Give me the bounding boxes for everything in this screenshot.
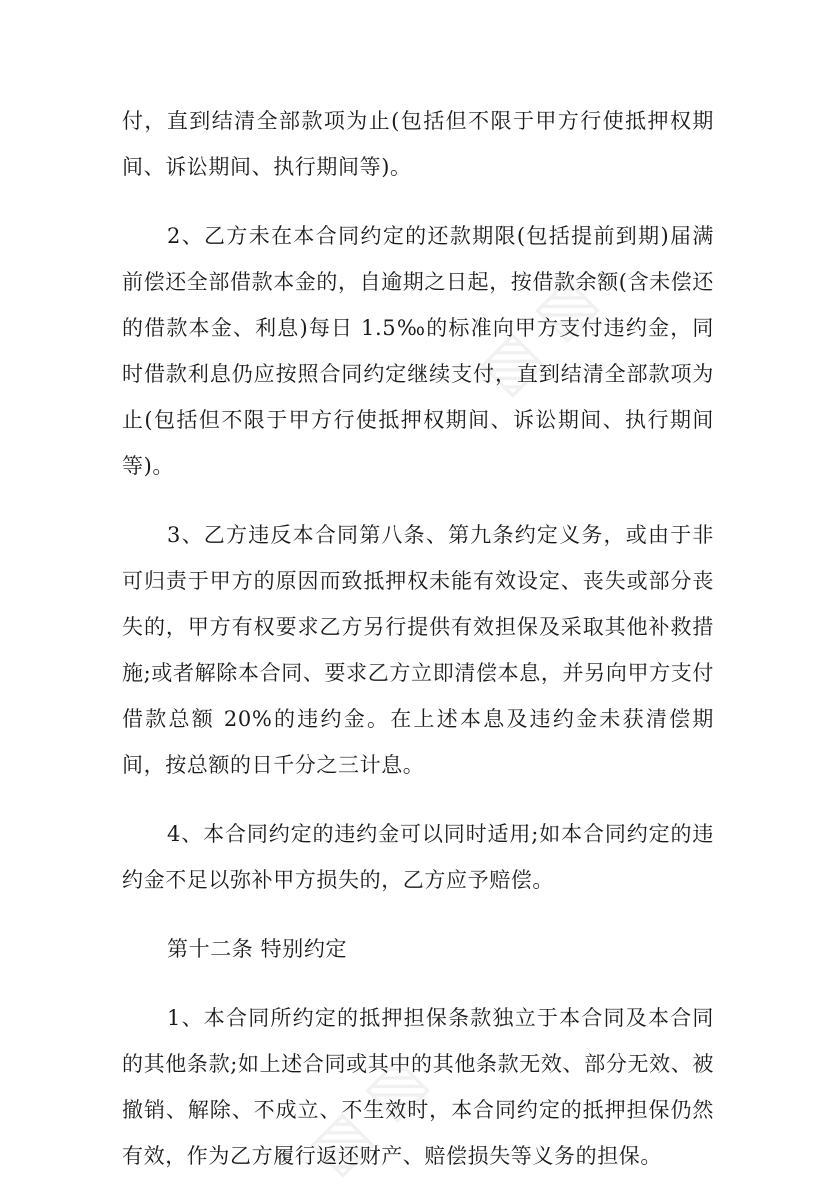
watermark: ▧ ▧ xyxy=(294,1042,440,1188)
paragraph-section-clause-1: 1、本合同所约定的抵押担保条款独立于本合同及本合同的其他条款;如上述合同或其中的其他条款无效、部分无效、被撤销、解除、不成立、不生效时，本合同约定的抵押担保仍然有效，作为乙方履行返还财产、赔偿损失等义务的担保。 xyxy=(122,1006,714,1168)
paragraph-clause-4: 4、本合同约定的违约金可以同时适用;如本合同约定的违约金不足以弥补甲方损失的，乙方应予赔偿。 xyxy=(122,822,714,892)
paragraph-clause-3: 3、乙方违反本合同第八条、第九条约定义务，或由于非可归责于甲方的原因而致抵押权未能有效设定、丧失或部分丧失的，甲方有权要求乙方另行提供有效担保及采取其他补救措施;或者解除本合同、要求乙方立即清偿本息，并另向甲方支付借款总额 20%的违约金。在上述本息及违约金未获清偿期间，按总额的日千分之三计息。 xyxy=(122,523,714,777)
paragraph-clause-2: 2、乙方未在本合同约定的还款期限(包括提前到期)届满前偿还全部借款本金的，自逾期之日起，按借款余额(含未偿还的借款本金、利息)每日 1.5‰的标准向甲方支付违约金，同时借款利息仍应按照合同约定继续支付，直到结清全部款项为止(包括但不限于甲方行使抵押权期间、诉讼期间、执行期间等)。 xyxy=(122,224,714,478)
paragraph-continuation: 付，直到结清全部款项为止(包括但不限于甲方行使抵押权期间、诉讼期间、执行期间等)。 xyxy=(122,109,714,179)
watermark: ▧ ▧ xyxy=(464,262,610,408)
document-body xyxy=(122,98,714,1202)
section-heading: 第十二条 特别约定 xyxy=(167,937,348,961)
